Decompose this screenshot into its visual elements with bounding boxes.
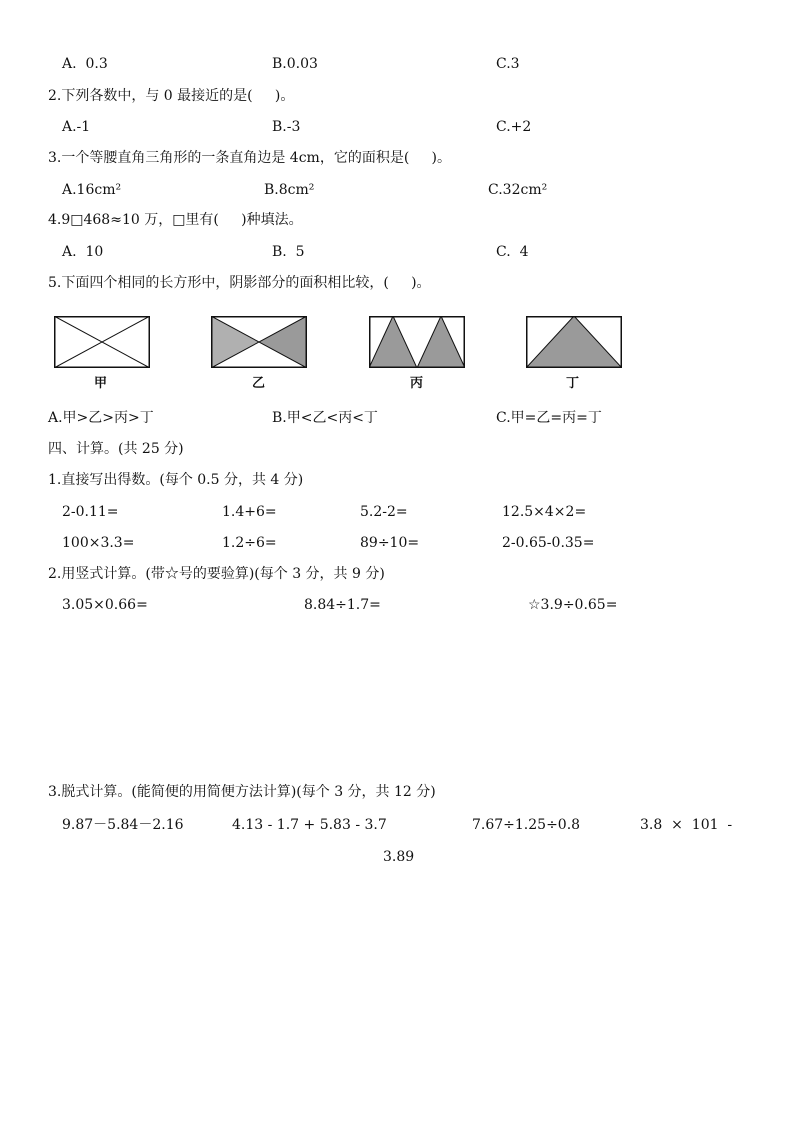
question-5: [0, 271, 794, 295]
expression: 3.05×0.66=: [62, 597, 148, 613]
question-text: 2.下列各数中，与 0 最接近的是( )。: [48, 88, 295, 104]
part-title: 2.用竖式计算。(带☆号的要验算)(每个 3 分，共 9 分): [48, 566, 385, 582]
option-a: A.-1: [62, 119, 91, 135]
option-a: A. 10: [62, 244, 104, 260]
expression: 3.8 × 101 -: [640, 817, 733, 833]
part-3-items: [0, 813, 794, 837]
figure-label-bing: 丙: [410, 376, 424, 391]
question-4: [0, 208, 794, 232]
part-title: 1.直接写出得数。(每个 0.5 分，共 4 分): [48, 472, 304, 488]
q5-options: [0, 406, 794, 430]
figure-label-ding: 丁: [566, 376, 580, 391]
option-c: C.32cm²: [488, 182, 548, 198]
q3-options: [0, 178, 794, 202]
q2-options: [0, 115, 794, 139]
figure-yi: [211, 316, 307, 368]
expression: 1.2÷6=: [222, 535, 277, 551]
figure-jia: [54, 316, 150, 368]
expression: 100×3.3=: [62, 535, 135, 551]
option-a: A.甲>乙>丙>丁: [48, 410, 154, 426]
option-b: B.8cm²: [264, 182, 315, 198]
option-c: C.甲=乙=丙=丁: [496, 410, 602, 426]
part-2-heading: [0, 562, 794, 586]
part-3-wrap: [0, 845, 794, 869]
expression: 12.5×4×2=: [502, 504, 587, 520]
part-3-heading: [0, 780, 794, 804]
figure-label-yi: 乙: [252, 376, 266, 391]
option-b: B.甲<乙<丙<丁: [272, 410, 378, 426]
figure-label-jia: 甲: [94, 376, 108, 391]
expression: 2-0.11=: [62, 504, 119, 520]
part-1-row-2: [0, 531, 794, 555]
expression: 4.13 - 1.7 + 5.83 - 3.7: [232, 817, 387, 833]
expression: ☆3.9÷0.65=: [528, 597, 618, 613]
figure-bing: [369, 316, 465, 368]
section-title: 四、计算。(共 25 分): [48, 441, 184, 457]
expression: 9.87－5.84－2.16: [62, 817, 184, 833]
part-title: 3.脱式计算。(能简便的用简便方法计算)(每个 3 分，共 12 分): [48, 784, 436, 800]
part-2-items: [0, 593, 794, 617]
option-b: B.-3: [272, 119, 301, 135]
expression: 2-0.65-0.35=: [502, 535, 595, 551]
section-4-heading: [0, 437, 794, 461]
expression: 7.67÷1.25÷0.8: [472, 817, 581, 833]
question-2: [0, 84, 794, 108]
expression: 89÷10=: [360, 535, 420, 551]
figure-ding: [526, 316, 622, 368]
part-1-row-1: [0, 500, 794, 524]
option-b: B. 5: [272, 244, 305, 260]
option-c: C.+2: [496, 119, 532, 135]
option-c: C.3: [496, 56, 520, 72]
part-1-heading: [0, 468, 794, 492]
option-c: C. 4: [496, 244, 529, 260]
option-b: B.0.03: [272, 56, 318, 72]
q4-options: [0, 240, 794, 264]
question-text: 3.一个等腰直角三角形的一条直角边是 4cm，它的面积是( )。: [48, 150, 452, 166]
expression-continuation: 3.89: [383, 849, 415, 865]
option-a: A.16cm²: [62, 182, 122, 198]
q1-options: [0, 52, 794, 76]
question-text: 4.9□468≈10 万，□里有( )种填法。: [48, 212, 303, 228]
expression: 1.4+6=: [222, 504, 277, 520]
question-3: [0, 146, 794, 170]
question-text: 5.下面四个相同的长方形中，阴影部分的面积相比较，( )。: [48, 275, 431, 291]
option-a: A. 0.3: [62, 56, 108, 72]
expression: 5.2-2=: [360, 504, 408, 520]
expression: 8.84÷1.7=: [304, 597, 381, 613]
